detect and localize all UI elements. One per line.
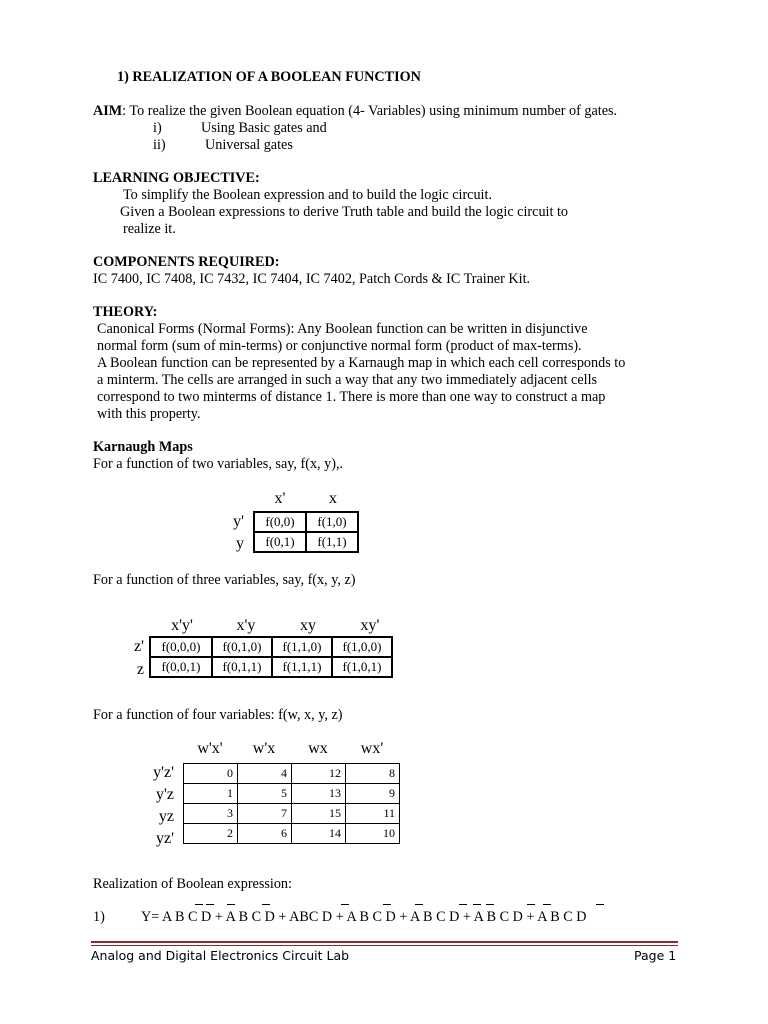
two-var-caption: For a function of two variables, say, f(x, y),. — [93, 456, 344, 472]
kmap3-cell: f(1,1,1) — [272, 657, 332, 677]
kmap3-row-header-2: z — [136, 661, 144, 678]
kmap3-row — [150, 657, 392, 677]
aim-item-2-num: ii) — [153, 137, 166, 153]
kmap2-row — [254, 512, 358, 532]
overbar-mark — [459, 904, 467, 905]
kmap3-col-header-1: x'y' — [171, 617, 193, 634]
kmap2-row-header-2: y — [236, 535, 244, 552]
overbar-mark — [415, 904, 423, 905]
overbar-mark — [227, 904, 235, 905]
kmap4-cell: 14 — [292, 824, 346, 844]
realization-caption: Realization of Boolean expression: — [93, 876, 292, 892]
kmap4-col-header-2: w'x — [252, 740, 276, 757]
footer-page-number: Page 1 — [634, 948, 677, 963]
theory-line-1: Canonical Forms (Normal Forms): Any Boolean function can be written in disjunctive — [97, 321, 588, 337]
kmap4-cell: 10 — [346, 824, 400, 844]
aim-line — [93, 103, 617, 120]
kmap4-row — [184, 784, 400, 804]
kmap3-cell: f(0,0,0) — [150, 637, 212, 657]
kmap4-cell: 0 — [184, 764, 238, 784]
kmap2-row — [254, 532, 358, 552]
kmap4-row — [184, 764, 400, 784]
overbar-mark — [341, 904, 349, 905]
karnaugh-title: Karnaugh Maps — [93, 439, 193, 455]
theory-line-3: A Boolean function can be represented by a Karnaugh map in which each cell corresponds to — [97, 355, 626, 371]
kmap-four-variable — [183, 763, 400, 844]
aim-item-1-text: Using Basic gates and — [201, 120, 327, 136]
three-var-caption: For a function of three variables, say, f(x, y, z) — [93, 572, 356, 588]
kmap3-cell: f(0,0,1) — [150, 657, 212, 677]
kmap3-col-header-4: xy' — [360, 617, 380, 634]
overbar-mark — [206, 904, 214, 905]
realization-number: 1) — [93, 909, 105, 925]
kmap4-row-header-4: yz' — [156, 830, 174, 847]
overbar-mark — [596, 904, 604, 905]
kmap4-cell: 6 — [238, 824, 292, 844]
section-heading: 1) REALIZATION OF A BOOLEAN FUNCTION — [117, 69, 421, 85]
theory-line-6: with this property. — [97, 406, 201, 422]
learning-objective-line-3: realize it. — [123, 221, 176, 237]
kmap2-cell: f(1,1) — [306, 532, 358, 552]
kmap4-cell: 2 — [184, 824, 238, 844]
components-text: IC 7400, IC 7408, IC 7432, IC 7404, IC 7402, Patch Cords & IC Trainer Kit. — [93, 271, 531, 287]
kmap3-cell: f(0,1,1) — [212, 657, 272, 677]
kmap2-cell: f(0,0) — [254, 512, 306, 532]
footer-lab-title: Analog and Digital Electronics Circuit Lab — [91, 948, 350, 963]
kmap4-row-header-3: yz — [158, 808, 174, 825]
kmap3-cell: f(1,0,1) — [332, 657, 392, 677]
aim-item-1-num: i) — [153, 120, 162, 136]
kmap4-cell: 13 — [292, 784, 346, 804]
kmap3-cell: f(0,1,0) — [212, 637, 272, 657]
kmap4-cell: 3 — [184, 804, 238, 824]
kmap3-cell: f(1,0,0) — [332, 637, 392, 657]
kmap4-col-header-3: wx — [308, 740, 328, 757]
kmap4-row-header-2: y'z — [156, 786, 174, 803]
theory-line-2: normal form (sum of min-terms) or conjunctive normal form (product of max-terms). — [97, 338, 582, 354]
kmap4-cell: 1 — [184, 784, 238, 804]
kmap-two-variable — [253, 511, 359, 553]
kmap4-row — [184, 824, 400, 844]
aim-item-2-text: Universal gates — [205, 137, 293, 153]
theory-line-5: correspond to two minterms of distance 1. There is more than one way to construct a map — [97, 389, 606, 405]
kmap4-row — [184, 804, 400, 824]
four-var-caption: For a function of four variables: f(w, x, y, z) — [93, 707, 343, 723]
kmap4-col-header-4: wx' — [360, 740, 384, 757]
kmap3-col-header-3: xy — [300, 617, 316, 634]
kmap4-cell: 5 — [238, 784, 292, 804]
kmap4-cell: 12 — [292, 764, 346, 784]
overbar-mark — [527, 904, 535, 905]
kmap3-col-header-2: x'y — [236, 617, 256, 634]
kmap2-col-header-2: x — [329, 490, 337, 507]
kmap2-cell: f(1,0) — [306, 512, 358, 532]
learning-objective-title: LEARNING OBJECTIVE: — [93, 170, 260, 186]
kmap2-col-header-1: x' — [274, 490, 286, 507]
overbar-mark — [473, 904, 481, 905]
kmap3-row-header-1: z' — [134, 638, 144, 655]
kmap3-cell: f(1,1,0) — [272, 637, 332, 657]
boolean-expression: Y= A B C D + A B C D + ABC D + A B C D + A B C D + A B C D + A B C D — [141, 909, 587, 925]
kmap4-cell: 8 — [346, 764, 400, 784]
overbar-mark — [195, 904, 203, 905]
footer-rule — [91, 941, 678, 943]
theory-title: THEORY: — [93, 304, 158, 320]
components-title: COMPONENTS REQUIRED: — [93, 254, 280, 270]
kmap4-cell: 7 — [238, 804, 292, 824]
kmap4-cell: 11 — [346, 804, 400, 824]
theory-line-4: a minterm. The cells are arranged in such a way that any two immediately adjacent cells — [97, 372, 598, 388]
kmap4-col-header-1: w'x' — [197, 740, 223, 757]
kmap-three-variable — [149, 636, 393, 678]
kmap3-row — [150, 637, 392, 657]
overbar-mark — [383, 904, 391, 905]
aim-text: : To realize the given Boolean equation (4- Variables) using minimum number of gates. — [122, 103, 618, 119]
learning-objective-line-1: To simplify the Boolean expression and to build the logic circuit. — [123, 187, 492, 203]
kmap2-cell: f(0,1) — [254, 532, 306, 552]
kmap4-cell: 4 — [238, 764, 292, 784]
footer-rule-thin — [91, 945, 678, 946]
overbar-mark — [486, 904, 494, 905]
overbar-mark — [262, 904, 270, 905]
learning-objective-line-2: Given a Boolean expressions to derive Truth table and build the logic circuit to — [120, 204, 569, 220]
kmap4-cell: 15 — [292, 804, 346, 824]
kmap2-row-header-1: y' — [233, 513, 244, 530]
kmap4-row-header-1: y'z' — [153, 764, 174, 781]
overbar-mark — [543, 904, 551, 905]
kmap4-cell: 9 — [346, 784, 400, 804]
aim-label: AIM — [93, 103, 123, 119]
